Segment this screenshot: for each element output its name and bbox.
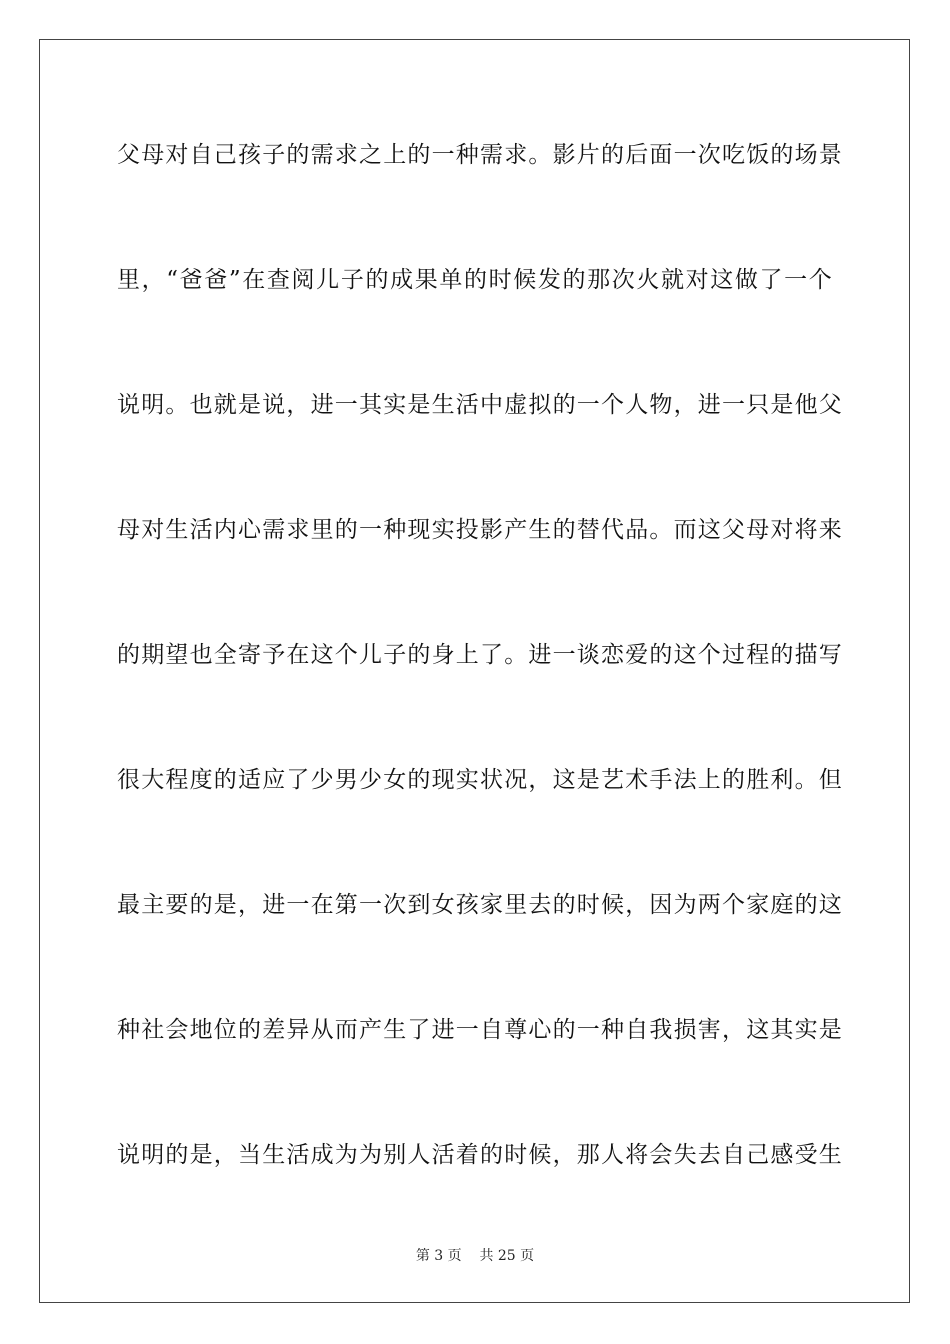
text-line: 最主要的是，进一在第一次到女孩家里去的时候，因为两个家庭的这 xyxy=(117,892,843,918)
page-number: 第 3 页 xyxy=(415,1248,462,1264)
text-line: 种社会地位的差异从而产生了进一自尊心的一种自我损害，这其实是 xyxy=(117,1017,843,1043)
text-line: 说明的是，当生活成为为别人活着的时候，那人将会失去自己感受生 xyxy=(117,1142,843,1168)
page-footer xyxy=(0,1246,950,1266)
document-body xyxy=(117,123,843,1248)
text-line: 说明。也就是说，进一其实是生活中虚拟的一个人物，进一只是他父 xyxy=(117,392,843,418)
text-line: 很大程度的适应了少男少女的现实状况，这是艺术手法上的胜利。但 xyxy=(117,767,843,793)
text-line: 母对生活内心需求里的一种现实投影产生的替代品。而这父母对将来 xyxy=(117,517,843,543)
text-line: 的期望也全寄予在这个儿子的身上了。进一谈恋爱的这个过程的描写 xyxy=(117,642,843,668)
page-total: 共 25 页 xyxy=(479,1248,535,1264)
text-line: 里，“爸爸”在查阅儿子的成果单的时候发的那次火就对这做了一个 xyxy=(117,267,833,293)
text-line: 父母对自己孩子的需求之上的一种需求。影片的后面一次吃饭的场景 xyxy=(117,142,843,168)
